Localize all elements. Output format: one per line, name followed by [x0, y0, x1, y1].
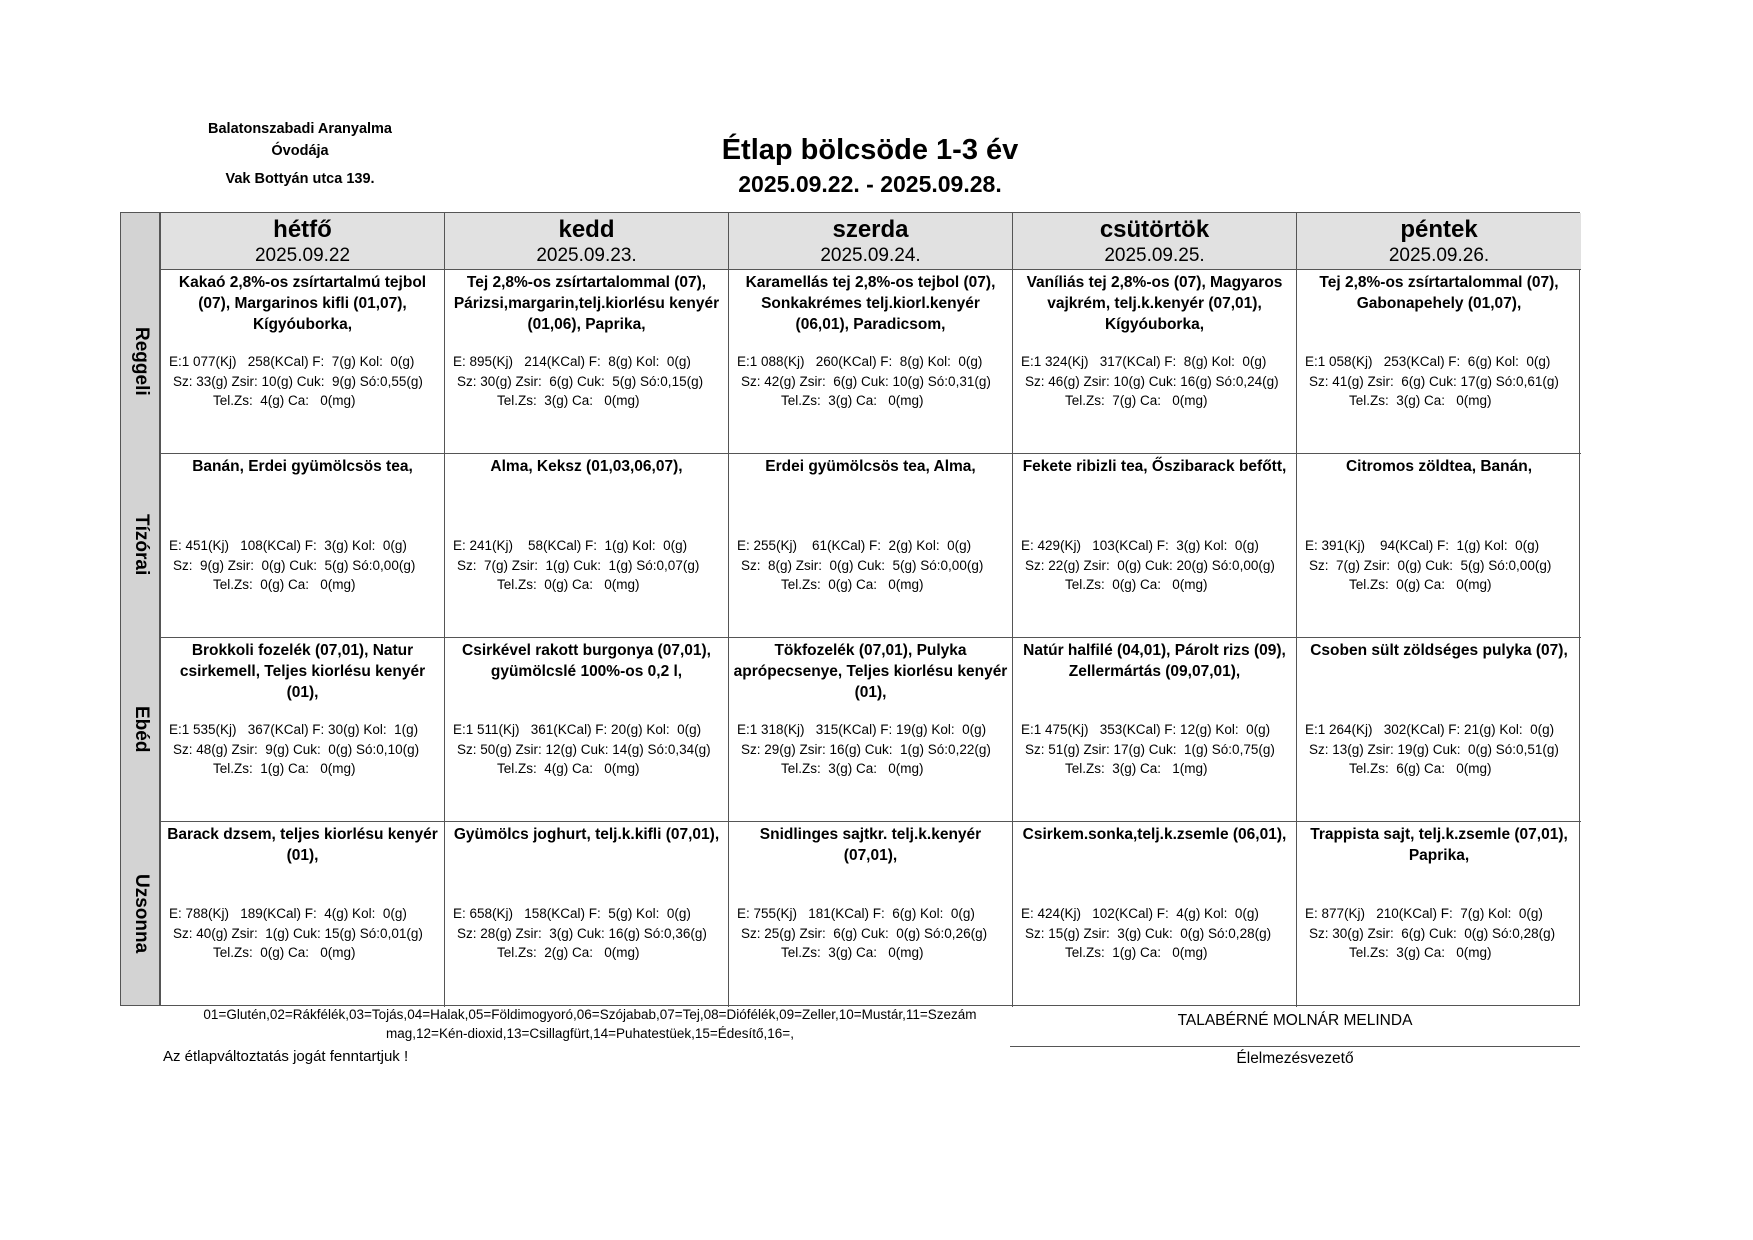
menu-cell — [1013, 453, 1297, 637]
meal-label-text: Reggeli — [131, 326, 152, 396]
nutrition-line: E: 895(Kj) 214(KCal) F: 8(g) Kol: 0(g) — [453, 354, 691, 369]
nutrition-line: Sz: 7(g) Zsir: 1(g) Cuk: 1(g) Só:0,07(g) — [457, 557, 700, 573]
nutrition-line: Sz: 48(g) Zsir: 9(g) Cuk: 0(g) Só:0,10(g) — [173, 741, 420, 757]
nutrition-line: Tel.Zs: 2(g) Ca: 0(mg) — [497, 945, 640, 960]
nutrition-info — [729, 536, 1012, 595]
nutrition-line: Sz: 13(g) Zsir: 19(g) Cuk: 0(g) Só:0,51(g) — [1309, 741, 1559, 757]
nutrition-line: Sz: 15(g) Zsir: 3(g) Cuk: 0(g) Só:0,28(g) — [1025, 925, 1272, 941]
nutrition-line: Sz: 9(g) Zsir: 0(g) Cuk: 5(g) Só:0,00(g) — [173, 557, 416, 573]
nutrition-line: E:1 324(Kj) 317(KCal) F: 8(g) Kol: 0(g) — [1021, 354, 1267, 369]
allergen-line2: mag,12=Kén-dioxid,13=Csillagfürt,14=Puhatestüek,15=Édesítő,16=, — [386, 1026, 794, 1041]
nutrition-line: Sz: 46(g) Zsir: 10(g) Cuk: 16(g) Só:0,24(g) — [1025, 373, 1279, 389]
nutrition-info — [1297, 352, 1581, 411]
menu-items: Karamellás tej 2,8%-os tejbol (07), Sonkakrémes telj.kiorl.kenyér (06,01), Paradicsom, — [745, 274, 996, 333]
nutrition-line: Tel.Zs: 7(g) Ca: 0(mg) — [1065, 393, 1208, 408]
menu-table — [160, 212, 1580, 1006]
menu-items: Natúr halfilé (04,01), Párolt rizs (09), Zellermártás (09,07,01), — [1023, 642, 1286, 680]
meal-sidebar — [120, 212, 160, 1006]
menu-items: Alma, Keksz (01,03,06,07), — [490, 458, 683, 475]
nutrition-line: Tel.Zs: 0(g) Ca: 0(mg) — [497, 577, 640, 592]
menu-items: Tej 2,8%-os zsírtartalommal (07), Párizsi,margarin,telj.kiorlésu kenyér (01,06), Paprika, — [453, 274, 720, 333]
menu-cell — [445, 821, 729, 1007]
menu-grid — [120, 212, 1580, 1006]
day-header — [1297, 213, 1581, 269]
nutrition-line: Tel.Zs: 4(g) Ca: 0(mg) — [497, 761, 640, 776]
menu-items: Barack dzsem, teljes kiorlésu kenyér (01), — [167, 826, 438, 864]
nutrition-info — [729, 352, 1012, 411]
nutrition-line: E:1 264(Kj) 302(KCal) F: 21(g) Kol: 0(g) — [1305, 722, 1555, 737]
nutrition-line: Tel.Zs: 3(g) Ca: 0(mg) — [497, 393, 640, 408]
day-date: 2025.09.25. — [1104, 245, 1205, 266]
day-header — [161, 213, 445, 269]
day-name: szerda — [832, 216, 909, 243]
day-header — [729, 213, 1013, 269]
day-name: kedd — [558, 216, 615, 243]
nutrition-line: E:1 511(Kj) 361(KCal) F: 20(g) Kol: 0(g) — [453, 722, 702, 737]
nutrition-info — [1013, 720, 1296, 779]
nutrition-line: Sz: 28(g) Zsir: 3(g) Cuk: 16(g) Só:0,36(g) — [457, 925, 707, 941]
nutrition-info — [1297, 904, 1581, 963]
menu-cell — [1297, 821, 1581, 1007]
nutrition-line: E: 241(Kj) 58(KCal) F: 1(g) Kol: 0(g) — [453, 538, 688, 553]
nutrition-info — [729, 904, 1012, 963]
nutrition-line: Tel.Zs: 3(g) Ca: 0(mg) — [781, 761, 924, 776]
nutrition-line: Sz: 7(g) Zsir: 0(g) Cuk: 5(g) Só:0,00(g) — [1309, 557, 1552, 573]
nutrition-info — [1297, 720, 1581, 779]
nutrition-info — [161, 720, 444, 779]
allergen-line1: 01=Glutén,02=Rákfélék,03=Tojás,04=Halak,05=Földimogyoró,06=Szójabab,07=Tej,08=Diófélék,09=Zeller,10=Mustár,11=Szezám — [203, 1007, 977, 1022]
menu-items: Snidlinges sajtkr. telj.k.kenyér (07,01), — [759, 826, 982, 864]
nutrition-line: Sz: 50(g) Zsir: 12(g) Cuk: 14(g) Só:0,34(g) — [457, 741, 711, 757]
nutrition-info — [161, 352, 444, 411]
nutrition-line: Tel.Zs: 3(g) Ca: 0(mg) — [1349, 393, 1492, 408]
menu-items: Trappista sajt, telj.k.zsemle (07,01), Paprika, — [1310, 826, 1568, 864]
menu-items: Brokkoli fozelék (07,01), Natur csirkemell, Teljes kiorlésu kenyér (01), — [179, 642, 426, 701]
menu-cell — [729, 269, 1013, 453]
nutrition-info — [1013, 904, 1296, 963]
nutrition-line: E:1 475(Kj) 353(KCal) F: 12(g) Kol: 0(g) — [1021, 722, 1271, 737]
nutrition-line: Tel.Zs: 1(g) Ca: 0(mg) — [1065, 945, 1208, 960]
nutrition-line: Tel.Zs: 0(g) Ca: 0(mg) — [1065, 577, 1208, 592]
nutrition-line: Tel.Zs: 0(g) Ca: 0(mg) — [781, 577, 924, 592]
menu-items: Gyümölcs joghurt, telj.k.kifli (07,01), — [453, 826, 720, 843]
nutrition-line: E:1 318(Kj) 315(KCal) F: 19(g) Kol: 0(g) — [737, 722, 987, 737]
date-range: 2025.09.22. - 2025.09.28. — [738, 171, 1002, 197]
menu-items: Tökfozelék (07,01), Pulyka aprópecsenye, Teljes kiorlésu kenyér (01), — [733, 642, 1008, 701]
meal-label-text: Ebéd — [131, 705, 152, 753]
nutrition-line: Tel.Zs: 1(g) Ca: 0(mg) — [213, 761, 356, 776]
menu-cell — [445, 453, 729, 637]
day-name: hétfő — [273, 216, 332, 243]
signer-name: TALABÉRNÉ MOLNÁR MELINDA — [1177, 1012, 1413, 1029]
nutrition-line: Sz: 30(g) Zsir: 6(g) Cuk: 5(g) Só:0,15(g) — [457, 373, 704, 389]
nutrition-line: E:1 058(Kj) 253(KCal) F: 6(g) Kol: 0(g) — [1305, 354, 1551, 369]
menu-cell — [161, 821, 445, 1007]
menu-cell — [445, 269, 729, 453]
nutrition-line: Tel.Zs: 3(g) Ca: 0(mg) — [781, 945, 924, 960]
nutrition-line: E: 391(Kj) 94(KCal) F: 1(g) Kol: 0(g) — [1305, 538, 1540, 553]
nutrition-line: Tel.Zs: 6(g) Ca: 0(mg) — [1349, 761, 1492, 776]
nutrition-line: E: 255(Kj) 61(KCal) F: 2(g) Kol: 0(g) — [737, 538, 972, 553]
nutrition-line: Tel.Zs: 3(g) Ca: 0(mg) — [1349, 945, 1492, 960]
nutrition-info — [445, 720, 728, 779]
nutrition-info — [161, 536, 444, 595]
menu-cell — [729, 453, 1013, 637]
nutrition-info — [445, 904, 728, 963]
nutrition-line: Tel.Zs: 0(g) Ca: 0(mg) — [1349, 577, 1492, 592]
meal-label-tizorai — [121, 453, 161, 637]
menu-cell — [1297, 453, 1581, 637]
org-line2: Óvodája — [271, 143, 329, 159]
nutrition-line: E: 429(Kj) 103(KCal) F: 3(g) Kol: 0(g) — [1021, 538, 1259, 553]
menu-items: Fekete ribizli tea, Őszibarack befőtt, — [1022, 458, 1287, 475]
nutrition-line: Tel.Zs: 0(g) Ca: 0(mg) — [213, 577, 356, 592]
meal-label-uzsonna — [121, 821, 161, 1007]
nutrition-info — [445, 352, 728, 411]
day-header — [445, 213, 729, 269]
menu-items: Csoben sült zöldséges pulyka (07), — [1310, 642, 1568, 659]
allergen-legend — [160, 1005, 1020, 1043]
day-date: 2025.09.26. — [1388, 245, 1490, 266]
nutrition-line: Tel.Zs: 3(g) Ca: 0(mg) — [781, 393, 924, 408]
menu-cell — [161, 453, 445, 637]
nutrition-line: Sz: 33(g) Zsir: 10(g) Cuk: 9(g) Só:0,55(g) — [173, 373, 423, 389]
nutrition-line: E: 424(Kj) 102(KCal) F: 4(g) Kol: 0(g) — [1021, 906, 1259, 921]
nutrition-line: Tel.Zs: 4(g) Ca: 0(mg) — [213, 393, 356, 408]
nutrition-line: E: 877(Kj) 210(KCal) F: 7(g) Kol: 0(g) — [1305, 906, 1543, 921]
org-address: Vak Bottyán utca 139. — [225, 171, 375, 187]
nutrition-line: Sz: 25(g) Zsir: 6(g) Cuk: 0(g) Só:0,26(g) — [741, 925, 988, 941]
menu-items: Csirkével rakott burgonya (07,01), gyümölcslé 100%-os 0,2 l, — [462, 642, 711, 680]
nutrition-line: Tel.Zs: 0(g) Ca: 0(mg) — [213, 945, 356, 960]
menu-items: Vaníliás tej 2,8%-os (07), Magyaros vajkrém, telj.k.kenyér (07,01), Kígyóuborka, — [1026, 274, 1283, 333]
menu-cell — [729, 821, 1013, 1007]
organization-name — [170, 118, 430, 190]
nutrition-line: E: 755(Kj) 181(KCal) F: 6(g) Kol: 0(g) — [737, 906, 975, 921]
nutrition-line: Sz: 22(g) Zsir: 0(g) Cuk: 20(g) Só:0,00(g) — [1025, 557, 1275, 573]
nutrition-info — [1297, 536, 1581, 595]
menu-cell — [1013, 637, 1297, 821]
nutrition-line: E: 658(Kj) 158(KCal) F: 5(g) Kol: 0(g) — [453, 906, 691, 921]
nutrition-line: E:1 535(Kj) 367(KCal) F: 30(g) Kol: 1(g) — [169, 722, 419, 737]
meal-label-text: Tízórai — [131, 514, 152, 576]
day-header — [1013, 213, 1297, 269]
menu-items: Tej 2,8%-os zsírtartalommal (07), Gabonapehely (01,07), — [1319, 274, 1559, 312]
page-title: Étlap bölcsöde 1-3 év — [721, 134, 1019, 166]
nutrition-line: Sz: 40(g) Zsir: 1(g) Cuk: 15(g) Só:0,01(g) — [173, 925, 423, 941]
day-name: péntek — [1400, 216, 1478, 243]
menu-cell — [161, 637, 445, 821]
nutrition-line: Sz: 42(g) Zsir: 6(g) Cuk: 10(g) Só:0,31(g) — [741, 373, 991, 389]
nutrition-info — [161, 904, 444, 963]
org-line1: Balatonszabadi Aranyalma — [208, 121, 392, 137]
nutrition-line: E: 451(Kj) 108(KCal) F: 3(g) Kol: 0(g) — [169, 538, 407, 553]
meal-label-ebed — [121, 637, 161, 821]
signature-line — [1010, 1046, 1580, 1047]
menu-items: Csirkem.sonka,telj.k.zsemle (06,01), — [1022, 826, 1287, 843]
menu-cell — [1297, 269, 1581, 453]
day-date: 2025.09.24. — [820, 245, 921, 266]
menu-items: Banán, Erdei gyümölcsös tea, — [192, 458, 413, 475]
menu-cell — [445, 637, 729, 821]
nutrition-line: E: 788(Kj) 189(KCal) F: 4(g) Kol: 0(g) — [169, 906, 407, 921]
day-name: csütörtök — [1099, 216, 1210, 243]
nutrition-line: Sz: 29(g) Zsir: 16(g) Cuk: 1(g) Só:0,22(g) — [741, 741, 991, 757]
menu-cell — [161, 269, 445, 453]
menu-cell — [1013, 821, 1297, 1007]
meal-label-reggeli — [121, 269, 161, 453]
nutrition-line: Tel.Zs: 3(g) Ca: 1(mg) — [1065, 761, 1208, 776]
nutrition-line: Sz: 8(g) Zsir: 0(g) Cuk: 5(g) Só:0,00(g) — [741, 557, 984, 573]
menu-cell — [1013, 269, 1297, 453]
disclaimer: Az étlapváltoztatás jogát fenntartjuk ! — [163, 1048, 409, 1065]
nutrition-info — [1013, 536, 1296, 595]
nutrition-line: E:1 088(Kj) 260(KCal) F: 8(g) Kol: 0(g) — [737, 354, 983, 369]
nutrition-line: Sz: 51(g) Zsir: 17(g) Cuk: 1(g) Só:0,75(g) — [1025, 741, 1275, 757]
title-block — [620, 132, 1120, 200]
nutrition-line: E:1 077(Kj) 258(KCal) F: 7(g) Kol: 0(g) — [169, 354, 415, 369]
menu-cell — [1297, 637, 1581, 821]
nutrition-info — [445, 536, 728, 595]
signer-role: Élelmezésvezető — [1236, 1050, 1354, 1067]
nutrition-line: Sz: 41(g) Zsir: 6(g) Cuk: 17(g) Só:0,61(g) — [1309, 373, 1559, 389]
nutrition-info — [1013, 352, 1296, 411]
meal-label-text: Uzsonna — [131, 874, 152, 954]
day-date: 2025.09.23. — [536, 245, 637, 266]
nutrition-info — [729, 720, 1012, 779]
menu-items: Erdei gyümölcsös tea, Alma, — [765, 458, 976, 475]
menu-items: Kakaó 2,8%-os zsírtartalmú tejbol (07), Margarinos kifli (01,07), Kígyóuborka, — [178, 274, 427, 333]
menu-items: Citromos zöldtea, Banán, — [1345, 458, 1533, 475]
nutrition-line: Sz: 30(g) Zsir: 6(g) Cuk: 0(g) Só:0,28(g) — [1309, 925, 1556, 941]
day-date: 2025.09.22 — [254, 245, 351, 266]
menu-cell — [729, 637, 1013, 821]
